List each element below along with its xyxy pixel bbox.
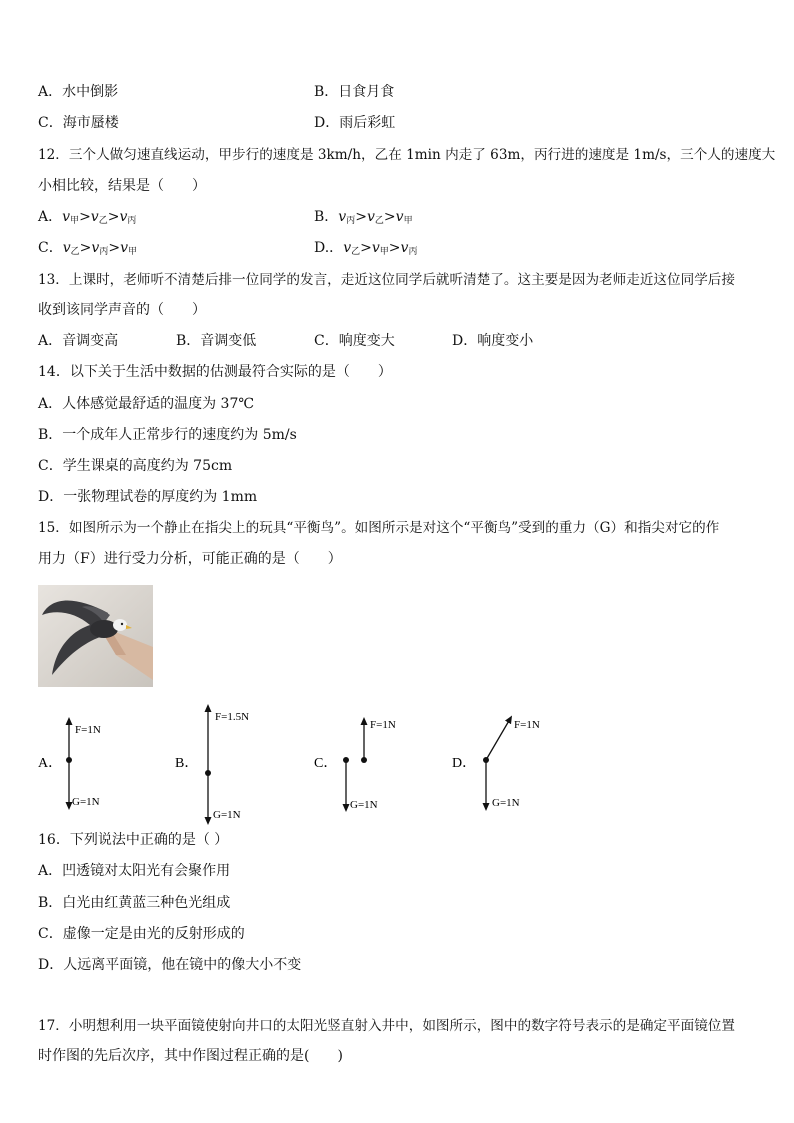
diagram-d-g-label: G=1N: [492, 797, 520, 809]
q11-option-a: A．水中倒影: [38, 84, 119, 100]
diagram-a: [38, 721, 101, 808]
q11-option-d: D．雨后彩虹: [314, 115, 396, 131]
q14-option-d: D．一张物理试卷的厚度约为 1mm: [38, 489, 258, 505]
q12-option-c: C．$v_乙>v_丙>v_甲$: [38, 240, 137, 257]
q16-option-a: A．凹透镜对太阳光有会聚作用: [38, 863, 231, 879]
diagram-d-f-label: F=1N: [514, 719, 540, 731]
q11-option-b: B．日食月食: [314, 84, 395, 100]
q12-option-b: B．$v_丙>v_乙>v_甲$: [314, 209, 413, 226]
diagram-b: [175, 708, 249, 821]
diagram-a-label: A．: [38, 756, 63, 771]
q12-stem-line1: 12．三个人做匀速直线运动，甲步行的速度是 3km/h，乙在 1min 内走了 63m，丙行进的速度是 1m/s，三个人的速度大: [38, 147, 776, 163]
q16-option-b: B．白光由红黄蓝三种色光组成: [38, 895, 231, 911]
diagram-d-force-f: [486, 719, 510, 760]
diagram-a-point: [66, 757, 72, 763]
diagram-c-label: C．: [314, 756, 338, 771]
diagram-b-g-label: G=1N: [213, 809, 241, 821]
q14-stem: 14．以下关于生活中数据的估测最符合实际的是（ ）: [38, 364, 392, 380]
q11-option-c: C．海市蜃楼: [38, 115, 119, 131]
diagram-d-point: [483, 757, 489, 763]
q13-option-b: B．音调变低: [176, 333, 257, 349]
q12-option-a: A．$v_甲>v_乙>v_丙$: [38, 209, 137, 226]
diagram-d: [452, 719, 540, 809]
q16-option-d: D．人远离平面镜，他在镜中的像大小不变: [38, 957, 302, 973]
q14-option-c: C．学生课桌的高度约为 75cm: [38, 458, 233, 474]
balance-bird-photo: [38, 585, 153, 687]
diagram-c-f-label: F=1N: [370, 719, 396, 731]
q17-stem-line2: 时作图的先后次序，其中作图过程正确的是( ): [38, 1048, 343, 1064]
q13-stem-line1: 13．上课时，老师听不清楚后排一位同学的发言，走近这位同学后就听清楚了。这主要是因为老师走近这位同学后接: [38, 272, 735, 288]
diagram-a-g-label: G=1N: [72, 796, 100, 808]
diagram-b-f-label: F=1.5N: [215, 711, 250, 723]
diagram-b-label: B．: [175, 756, 199, 771]
q13-option-a: A．音调变高: [38, 333, 119, 349]
q16-option-c: C．虚像一定是由光的反射形成的: [38, 926, 245, 942]
diagram-c-point-g: [343, 757, 349, 763]
q13-stem-line2: 收到该同学声音的（ ）: [38, 302, 206, 318]
q12-option-d: D.．$v_乙>v_甲>v_丙$: [314, 240, 418, 257]
q16-stem: 16．下列说法中正确的是（ ）: [38, 832, 229, 848]
q13-option-d: D．响度变小: [452, 333, 534, 349]
q14-option-b: B．一个成年人正常步行的速度约为 5m/s: [38, 427, 297, 443]
q14-option-a: A．人体感觉最舒适的温度为 37℃: [38, 396, 255, 412]
diagram-b-point: [205, 770, 211, 776]
diagram-c: [314, 719, 396, 811]
diagram-d-label: D．: [452, 756, 477, 771]
force-diagrams: [0, 700, 794, 825]
q15-stem-line2: 用力（F）进行受力分析，可能正确的是（ ）: [38, 551, 342, 567]
diagram-a-f-label: F=1N: [75, 724, 101, 736]
q15-stem-line1: 15．如图所示为一个静止在指尖上的玩具“平衡鸟”。如图所示是对这个“平衡鸟”受到的重力（G）和指尖对它的作: [38, 520, 720, 536]
q17-stem-line1: 17．小明想利用一块平面镜使射向井口的太阳光竖直射入井中，如图所示，图中的数字符号表示的是确定平面镜位置: [38, 1018, 735, 1034]
q12-stem-line2: 小相比较，结果是（ ）: [38, 178, 206, 194]
diagram-c-point-f: [361, 757, 367, 763]
q13-option-c: C．响度变大: [314, 333, 395, 349]
diagram-c-g-label: G=1N: [350, 799, 378, 811]
